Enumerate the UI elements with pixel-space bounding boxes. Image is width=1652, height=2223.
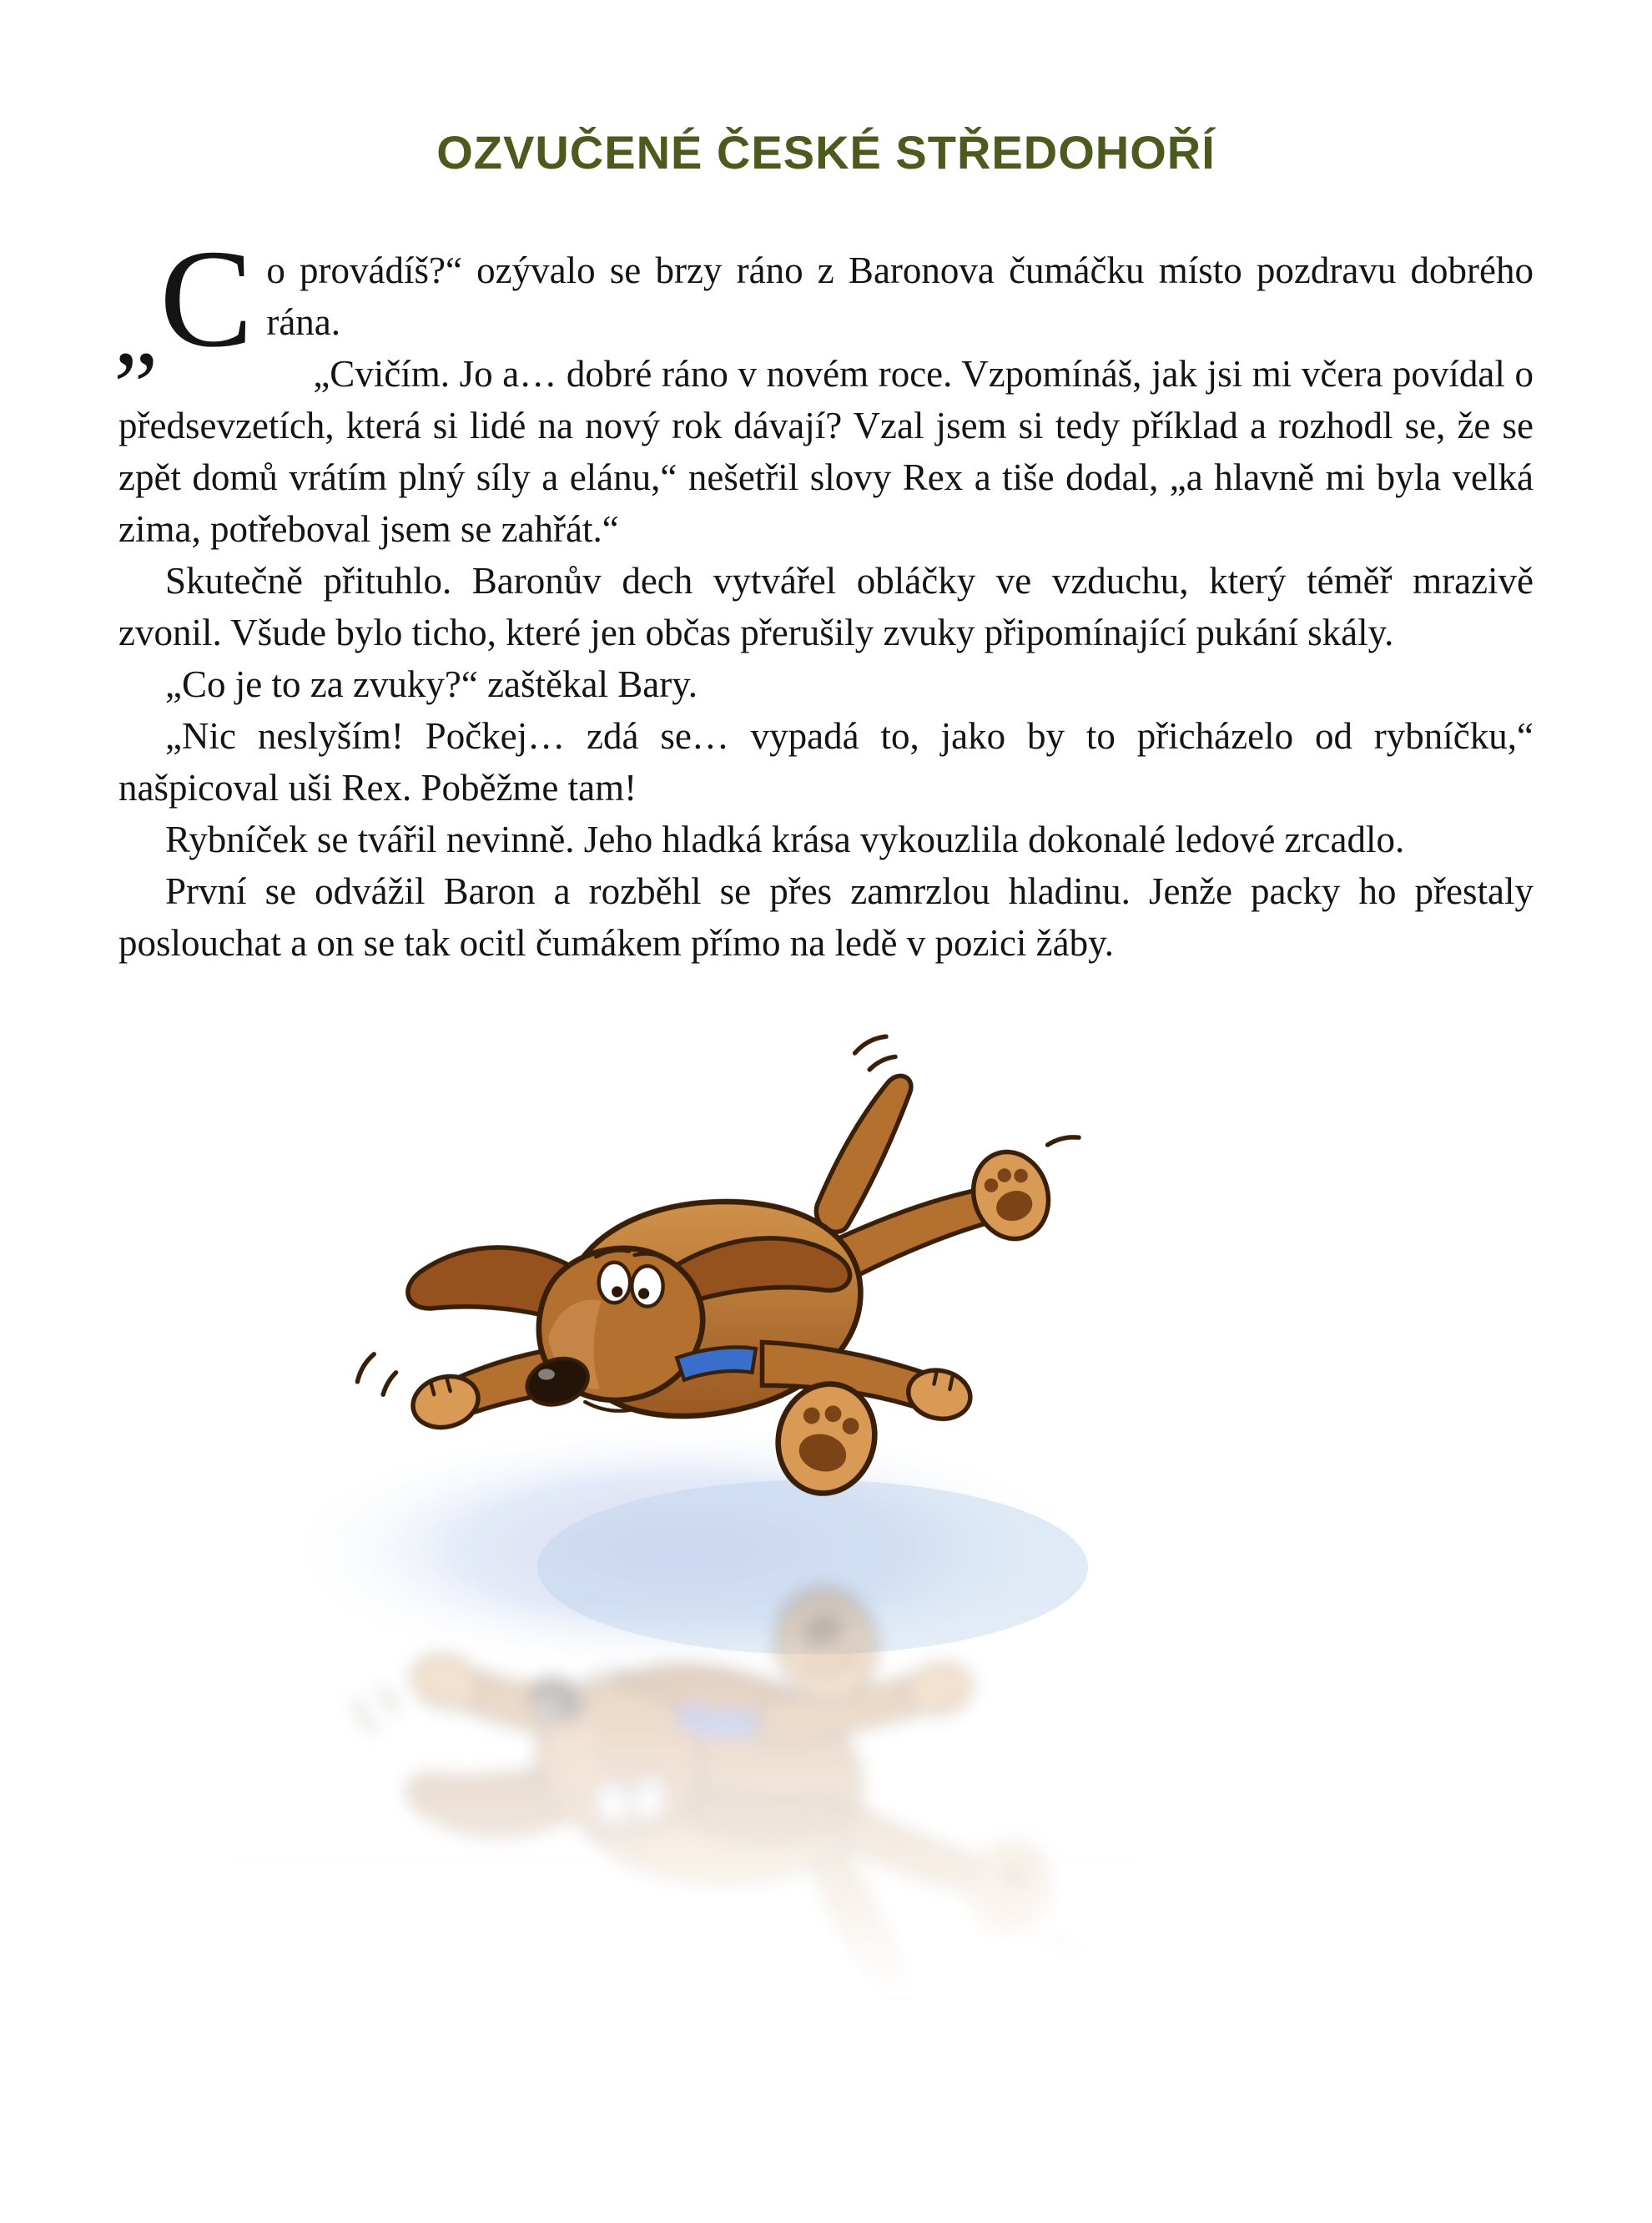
paragraph: První se odvážil Baron a rozběhl se přes zamrzlou hladinu. Jenže packy ho přestaly poslouchat a on se tak ocitl čumákem přímo na ledě v pozici žáby. xyxy=(118,870,1534,964)
paragraph: „Co je to za zvuky?“ zaštěkal Bary. xyxy=(165,663,698,705)
paragraph: „Cvičím. Jo a… dobré ráno v novém roce. Vzpomínáš, jak jsi mi včera povídal o předsevzetích, která si lidé na nový rok dávají? Vzal jsem si tedy příklad a rozhodl se, že se zpět domů vrátím plný síly a elánu,“ nešetřil slovy Rex a tiše dodal, „a hlavně mi byla velká zima, potřeboval jsem se zahřát.“ xyxy=(118,353,1534,550)
page-content xyxy=(0,0,1652,969)
paragraph: Rybníček se tvářil nevinně. Jeho hladká krása vykouzlila dokonalé ledové zrcadlo. xyxy=(165,819,1405,860)
paragraph: „Nic neslyším! Počkej… zdá se… vypadá to, jako by to přicházelo od rybníčku,“ našpicoval uši Rex. Poběžme tam! xyxy=(118,715,1534,809)
paragraph: Skutečně přituhlo. Baronův dech vytvářel obláčky ve vzduchu, který téměř mrazivě zvonil. Všude bylo ticho, které jen občas přerušily zvuky připomínající pukání skály. xyxy=(118,560,1534,653)
reflection-fade xyxy=(225,1595,1143,1999)
paragraph-opening xyxy=(113,221,1534,386)
story-text xyxy=(113,221,1534,969)
drop-cap-quote: „ xyxy=(113,274,159,386)
drop-cap xyxy=(113,221,254,386)
chapter-title: OZVUČENÉ ČESKÉ STŘEDOHOŘÍ xyxy=(436,126,1216,179)
illustration-container xyxy=(225,1007,1143,1999)
drop-cap-letter: C xyxy=(159,221,254,377)
paragraph-opening-text: o provádíš?“ ozývalo se brzy ráno z Baronova čumáčku místo pozdravu dobrého rána. xyxy=(266,250,1534,343)
dog-illustration xyxy=(225,1007,1143,1999)
